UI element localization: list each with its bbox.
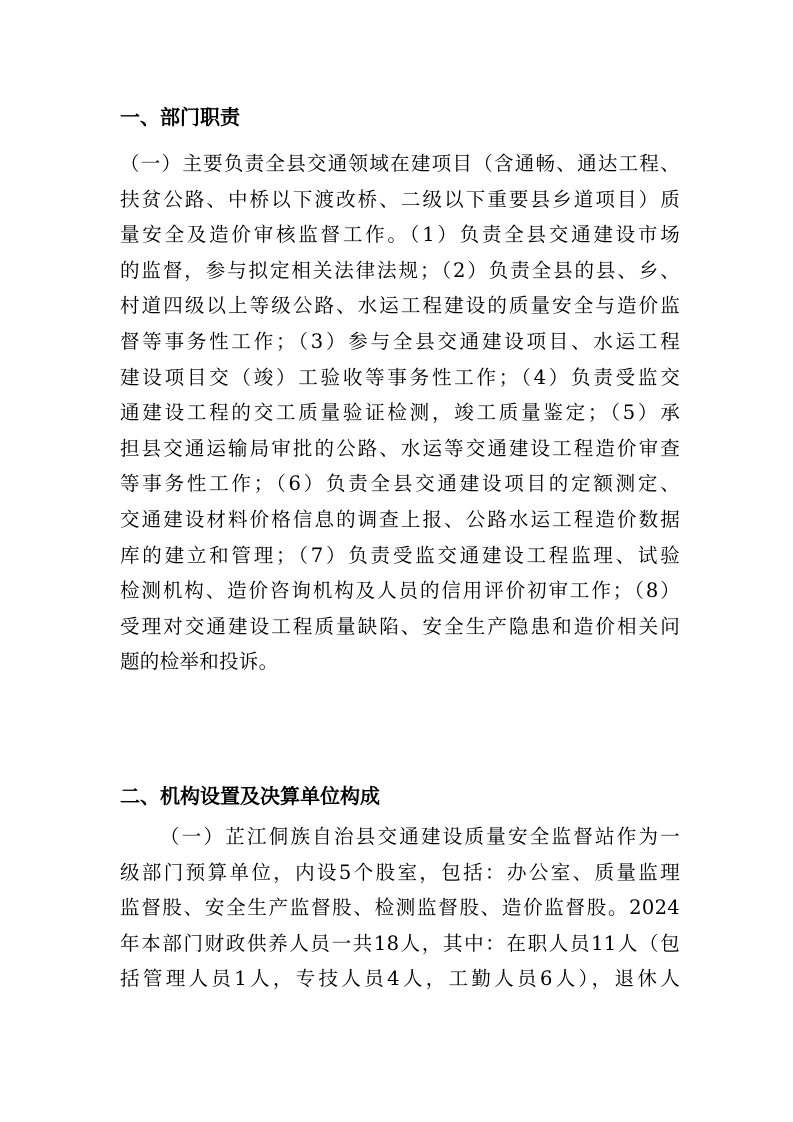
paragraph-line: 题的检举和投诉。 bbox=[120, 650, 279, 674]
paragraph-line: 监督股、安全生产监督股、检测监督股、造价监督股。2024 bbox=[120, 896, 680, 920]
paragraph-line: 级部门预算单位，内设5个股室，包括：办公室、质量监理 bbox=[120, 860, 680, 884]
paragraph-line: 检测机构、造价咨询机构及人员的信用评价初审工作；（8） bbox=[120, 579, 680, 603]
paragraph-line: 年本部门财政供养人员一共18人，其中：在职人员11人（包 bbox=[120, 931, 680, 955]
paragraph-line: （一）芷江侗族自治县交通建设质量安全监督站作为一 bbox=[160, 825, 680, 848]
paragraph-line: 括管理人员1人，专技人员4人，工勤人员6人），退休人 bbox=[120, 967, 680, 991]
paragraph-line: （一）主要负责全县交通领域在建项目（含通畅、通达工程、 bbox=[120, 152, 680, 175]
paragraph-line: 等事务性工作；（6）负责全县交通建设项目的定额测定、 bbox=[120, 472, 680, 496]
paragraph-line: 库的建立和管理；（7）负责受监交通建设工程监理、试验 bbox=[120, 543, 680, 567]
paragraph-line: 扶贫公路、中桥以下渡改桥、二级以下重要县乡道项目）质 bbox=[120, 187, 680, 211]
paragraph-line: 通建设工程的交工质量验证检测，竣工质量鉴定；（5）承 bbox=[120, 401, 680, 425]
paragraph-line: 村道四级以上等级公路、水运工程建设的质量安全与造价监 bbox=[120, 294, 680, 318]
section-heading-organization: 二、机构设置及决算单位构成 bbox=[120, 784, 380, 808]
paragraph-line: 受理对交通建设工程质量缺陷、安全生产隐患和造价相关问 bbox=[120, 614, 680, 638]
section-heading-duties: 一、部门职责 bbox=[120, 105, 240, 129]
paragraph-line: 建设项目交（竣）工验收等事务性工作；（4）负责受监交 bbox=[120, 365, 680, 389]
duties-paragraph bbox=[120, 146, 680, 680]
paragraph-line: 督等事务性工作；（3）参与全县交通建设项目、水运工程 bbox=[120, 329, 680, 353]
paragraph-line: 交通建设材料价格信息的调查上报、公路水运工程造价数据 bbox=[120, 507, 680, 531]
paragraph-line: 的监督，参与拟定相关法律法规；（2）负责全县的县、乡、 bbox=[120, 258, 680, 282]
paragraph-line: 担县交通运输局审批的公路、水运等交通建设工程造价审查 bbox=[120, 436, 680, 460]
paragraph-line: 量安全及造价审核监督工作。（1）负责全县交通建设市场 bbox=[120, 223, 680, 247]
organization-paragraph bbox=[120, 819, 680, 997]
